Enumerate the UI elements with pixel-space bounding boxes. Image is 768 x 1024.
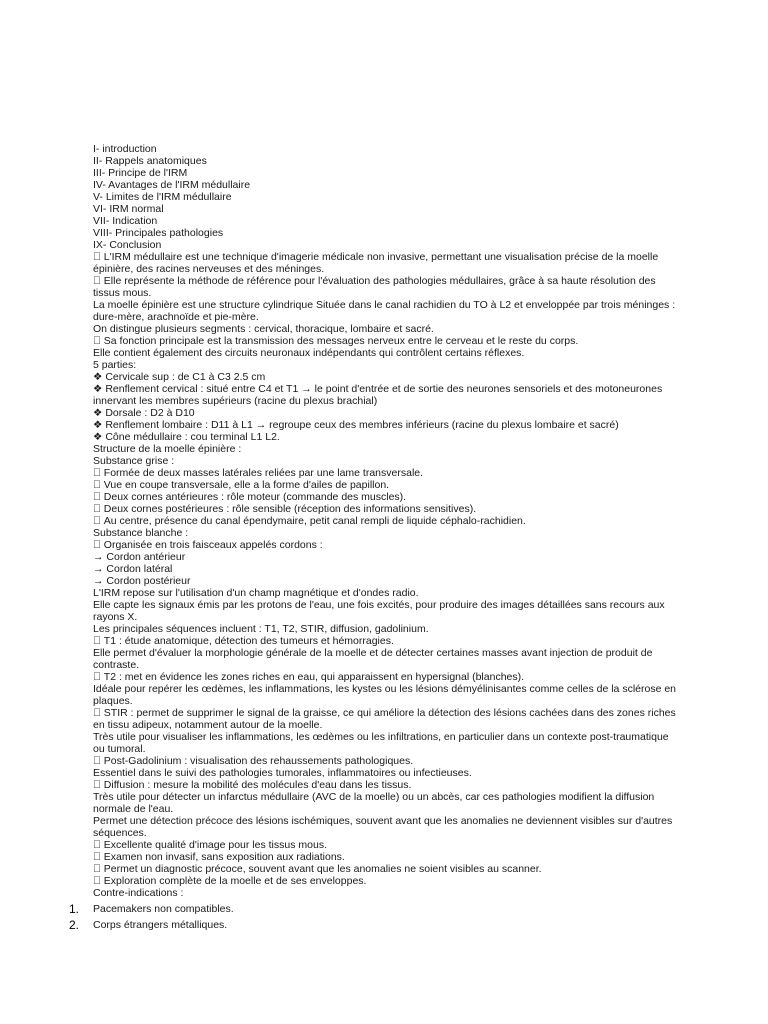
document-line: IX- Conclusion [93, 239, 162, 251]
document-line: Idéale pour repérer les œdèmes, les inflammations, les kystes ou les lésions démyélinisantes comme celles de la sclérose en plaques. [93, 683, 677, 707]
document-line: Deux cornes antérieures : rôle moteur (commande des muscles). [93, 491, 396, 503]
document-line: Elle permet d'évaluer la morphologie générale de la moelle et de détecter certaines masses avant injection de produit de contraste. [93, 647, 653, 671]
document-line: I- introduction [93, 143, 157, 155]
list-item-number: 2. [69, 918, 80, 932]
document-line: VIII- Principales pathologies [93, 227, 224, 239]
document-line: La moelle épinière est une structure cylindrique Située dans le canal rachidien du TO à L2 et enveloppée par trois méninges : dure-mère, arachnoïde et pie-mère. [93, 299, 676, 323]
document-line: ❖ Cône médullaire : cou terminal L1 L2. [93, 431, 280, 443]
document-page [69, 143, 678, 933]
list-item-text: Pacemakers non compatibles. [93, 903, 234, 915]
document-line: Elle représente la méthode de référence pour l'évaluation des pathologies médullaires, grâce à sa haute résolution des tissus mous. [93, 275, 675, 299]
document-line: → Cordon postérieur [93, 575, 191, 587]
document-line: Examen non invasif, sans exposition aux radiations. [93, 851, 335, 863]
document-line: L'IRM médullaire est une technique d'imagerie médicale non invasive, permettant une visualisation précise de la moelle épinière, des racines nerveuses et des méninges. [93, 251, 648, 275]
document-line: 5 parties: [93, 359, 137, 371]
document-line: → Cordon antérieur [93, 551, 186, 563]
document-line: VII- Indication [93, 215, 158, 227]
document-line: T1 : étude anatomique, détection des tumeurs et hémorragies. [93, 635, 384, 647]
document-line: Diffusion : mesure la mobilité des molécules d'eau dans les tissus. [93, 779, 401, 791]
document-line: Excellente qualité d'image pour les tissus mous. [93, 839, 317, 851]
document-line: III- Principe de l'IRM [93, 167, 188, 179]
contraindications-list [69, 901, 678, 933]
document-line: V- Limites de l'IRM médullaire [93, 191, 232, 203]
document-line: L'IRM repose sur l'utilisation d'un champ magnétique et d'ondes radio. [93, 587, 419, 599]
document-line: Sa fonction principale est la transmission des messages nerveux entre le cerveau et le reste du corps. [93, 335, 568, 347]
document-line: ❖ Renflement lombaire : D11 à L1 → regroupe ceux des membres inférieurs (racine du plexus lombaire et sacré) [93, 419, 619, 431]
list-item-number: 1. [69, 902, 80, 916]
document-line: Exploration complète de la moelle et de ses enveloppes. [93, 875, 356, 887]
document-line: Structure de la moelle épinière : [93, 443, 242, 455]
document-line: Post-Gadolinium : visualisation des rehaussements pathologiques. [93, 755, 403, 767]
list-item [69, 917, 678, 933]
document-line: II- Rappels anatomiques [93, 155, 207, 167]
list-item [69, 901, 678, 917]
document-line: Très utile pour visualiser les inflammations, les œdèmes ou les infiltrations, en particulier dans un contexte post-traumatique ou tumoral. [93, 731, 669, 755]
document-line: Deux cornes postérieures : rôle sensible (réception des informations sensitives). [93, 503, 466, 515]
document-line: Les principales séquences incluent : T1, T2, STIR, diffusion, gadolinium. [93, 623, 429, 635]
document-line: Substance blanche : [93, 527, 189, 539]
document-line: Elle capte les signaux émis par les protons de l'eau, une fois excités, pour produire des images détaillées sans recours aux rayons X. [93, 599, 665, 623]
document-line: Au centre, présence du canal épendymaire, petit canal rempli de liquide céphalo-rachidien. [93, 515, 516, 527]
document-line: Essentiel dans le suivi des pathologies tumorales, inflammatoires ou infectieuses. [93, 767, 472, 779]
document-line: T2 : met en évidence les zones riches en eau, qui apparaissent en hypersignal (blanches). [93, 671, 514, 683]
document-line: Elle contient également des circuits neuronaux indépendants qui contrôlent certains réflexes. [93, 347, 525, 359]
document-line: VI- IRM normal [93, 203, 164, 215]
document-line: Formée de deux masses latérales reliées par une lame transversale. [93, 467, 413, 479]
document-line: Contre-indications : [93, 887, 184, 899]
document-line: IV- Avantages de l'IRM médullaire [93, 179, 251, 191]
document-body [93, 143, 678, 899]
document-line: Vue en coupe transversale, elle a la forme d'ailes de papillon. [93, 479, 379, 491]
document-line: ❖ Cervicale sup : de C1 à C3 2.5 cm [93, 371, 266, 383]
document-line: Permet un diagnostic précoce, souvent avant que les anomalies ne soient visibles au scanner. [93, 863, 531, 875]
document-line: STIR : permet de supprimer le signal de la graisse, ce qui améliore la détection des lésions cachées dans des zones riches en tissu adipeux, notamment autour de la moelle. [93, 707, 665, 731]
document-line: Permet une détection précoce des lésions ischémiques, souvent avant que les anomalies ne deviennent visibles sur d'autres séquences. [93, 815, 673, 839]
document-line: → Cordon latéral [93, 563, 173, 575]
document-line: ❖ Dorsale : D2 à D10 [93, 407, 195, 419]
document-line: Substance grise : [93, 455, 175, 467]
document-line: On distingue plusieurs segments : cervical, thoracique, lombaire et sacré. [93, 323, 434, 335]
document-line: ❖ Renflement cervical : situé entre C4 et T1 → le point d'entrée et de sortie des neurones sensoriels et des motoneurones innervant les membres supérieurs (racine du plexus brachial) [93, 383, 663, 407]
document-line: Très utile pour détecter un infarctus médullaire (AVC de la moelle) ou un abcès, car ces pathologies modifient la diffusion normale de l'eau. [93, 791, 655, 815]
list-item-text: Corps étrangers métalliques. [93, 919, 228, 931]
document-line: Organisée en trois faisceaux appelés cordons : [93, 539, 312, 551]
